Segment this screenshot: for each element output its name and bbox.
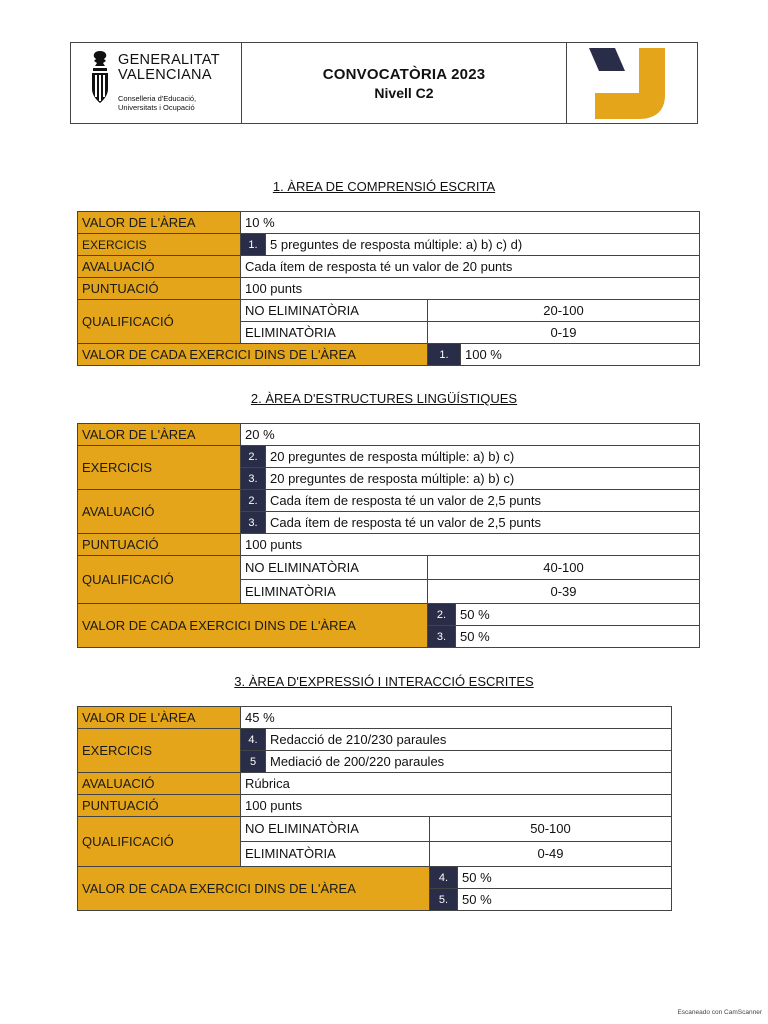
section-1-title (0, 179, 768, 194)
exercise-weight: 50 % (458, 889, 672, 911)
table-row (78, 212, 700, 234)
table-row (78, 795, 672, 817)
exercise-number: 2. (241, 490, 266, 512)
exercicis-label: EXERCICIS (78, 729, 241, 773)
exercise-number: 2. (428, 604, 456, 626)
document-subtitle: Nivell C2 (374, 84, 434, 101)
valor-area-label: VALOR DE L'ÀREA (78, 212, 241, 234)
puntuacio-label: PUNTUACIÓ (78, 278, 241, 300)
no-eliminatoria-range: 20-100 (428, 300, 700, 322)
exercise-number: 4. (241, 729, 266, 751)
avaluacio-value: Cada ítem de resposta té un valor de 2,5 punts (266, 490, 700, 512)
valor-exercici-label: VALOR DE CADA EXERCICI DINS DE L'ÀREA (78, 867, 430, 911)
document-title: CONVOCATÒRIA 2023 (322, 65, 486, 83)
table-row (78, 534, 700, 556)
valor-area-value: 10 % (241, 212, 700, 234)
table-row (78, 446, 700, 468)
avaluacio-value: Rúbrica (241, 773, 672, 795)
table-row (78, 234, 700, 256)
eliminatoria-label: ELIMINATÒRIA (241, 580, 428, 604)
no-eliminatoria-label: NO ELIMINATÒRIA (241, 556, 428, 580)
section-3-table (77, 706, 672, 911)
table-row (78, 490, 700, 512)
exercise-number: 3. (241, 468, 266, 490)
qualificacio-label: QUALIFICACIÓ (78, 817, 241, 867)
table-row (78, 300, 700, 322)
table-row (78, 424, 700, 446)
valor-exercici-label: VALOR DE CADA EXERCICI DINS DE L'ÀREA (78, 604, 428, 648)
eliminatoria-range: 0-49 (430, 842, 672, 867)
exercise-number: 1. (241, 234, 266, 256)
document-header (70, 42, 698, 124)
valencian-crest-icon (89, 49, 111, 105)
exercise-description: 20 preguntes de resposta múltiple: a) b) c) (266, 468, 700, 490)
department-name (118, 94, 196, 112)
brand-mark (567, 43, 697, 123)
table-row (78, 817, 672, 842)
valor-area-value: 20 % (241, 424, 700, 446)
qualificacio-label: QUALIFICACIÓ (78, 300, 241, 344)
puntuacio-value: 100 punts (241, 534, 700, 556)
eliminatoria-label: ELIMINATÒRIA (241, 322, 428, 344)
no-eliminatoria-label: NO ELIMINATÒRIA (241, 300, 428, 322)
exercise-number: 4. (430, 867, 458, 889)
table-row (78, 556, 700, 580)
avaluacio-value: Cada ítem de resposta té un valor de 20 punts (241, 256, 700, 278)
avaluacio-label: AVALUACIÓ (78, 773, 241, 795)
table-row (78, 278, 700, 300)
valor-area-label: VALOR DE L'ÀREA (78, 707, 241, 729)
section-2-title (0, 391, 768, 406)
brand-logo-icon (567, 43, 697, 123)
section-3-title (0, 674, 768, 689)
eliminatoria-range: 0-39 (428, 580, 700, 604)
generalitat-logo (71, 43, 242, 123)
table-row (78, 256, 700, 278)
exercise-description: 20 preguntes de resposta múltiple: a) b) c) (266, 446, 700, 468)
puntuacio-label: PUNTUACIÓ (78, 795, 241, 817)
avaluacio-label: AVALUACIÓ (78, 256, 241, 278)
section-3-title-text: 3. ÀREA D'EXPRESSIÓ I INTERACCIÓ ESCRITES (234, 674, 534, 689)
org-name-line1: GENERALITAT (118, 52, 220, 68)
exercise-number: 2. (241, 446, 266, 468)
header-title-block (242, 43, 567, 123)
table-row (78, 604, 700, 626)
section-1-title-text: 1. ÀREA DE COMPRENSIÓ ESCRITA (272, 179, 496, 194)
department-line1: Conselleria d'Educació, (118, 94, 197, 103)
avaluacio-label: AVALUACIÓ (78, 490, 241, 534)
no-eliminatoria-range: 40-100 (428, 556, 700, 580)
exercise-weight: 100 % (461, 344, 700, 366)
section-2-table (77, 423, 700, 648)
exercise-number: 1. (428, 344, 461, 366)
exercise-weight: 50 % (456, 604, 700, 626)
org-name (118, 53, 220, 83)
exercise-description: Redacció de 210/230 paraules (266, 729, 672, 751)
valor-area-label: VALOR DE L'ÀREA (78, 424, 241, 446)
exercicis-label: EXERCICIS (78, 234, 241, 256)
exercicis-label: EXERCICIS (78, 446, 241, 490)
exercise-number: 3. (241, 512, 266, 534)
exercise-number: 5 (241, 751, 266, 773)
exercise-weight: 50 % (456, 626, 700, 648)
section-1-table (77, 211, 700, 366)
qualificacio-label: QUALIFICACIÓ (78, 556, 241, 604)
no-eliminatoria-label: NO ELIMINATÒRIA (241, 817, 430, 842)
no-eliminatoria-range: 50-100 (430, 817, 672, 842)
department-line2: Universitats i Ocupació (118, 103, 195, 112)
exercise-number: 5. (430, 889, 458, 911)
scan-watermark: Escaneado con CamScanner (677, 1009, 762, 1016)
avaluacio-value: Cada ítem de resposta té un valor de 2,5 punts (266, 512, 700, 534)
puntuacio-label: PUNTUACIÓ (78, 534, 241, 556)
valor-exercici-label: VALOR DE CADA EXERCICI DINS DE L'ÀREA (78, 344, 428, 366)
table-row (78, 707, 672, 729)
table-row (78, 867, 672, 889)
exercise-description: 5 preguntes de resposta múltiple: a) b) c) d) (266, 234, 700, 256)
section-2-title-text: 2. ÀREA D'ESTRUCTURES LINGÜÍSTIQUES (250, 391, 518, 406)
puntuacio-value: 100 punts (241, 795, 672, 817)
exercise-description: Mediació de 200/220 paraules (266, 751, 672, 773)
table-row (78, 729, 672, 751)
org-name-line2: VALENCIANA (118, 67, 212, 83)
eliminatoria-label: ELIMINATÒRIA (241, 842, 430, 867)
eliminatoria-range: 0-19 (428, 322, 700, 344)
valor-area-value: 45 % (241, 707, 672, 729)
puntuacio-value: 100 punts (241, 278, 700, 300)
table-row (78, 344, 700, 366)
table-row (78, 773, 672, 795)
exercise-number: 3. (428, 626, 456, 648)
exercise-weight: 50 % (458, 867, 672, 889)
